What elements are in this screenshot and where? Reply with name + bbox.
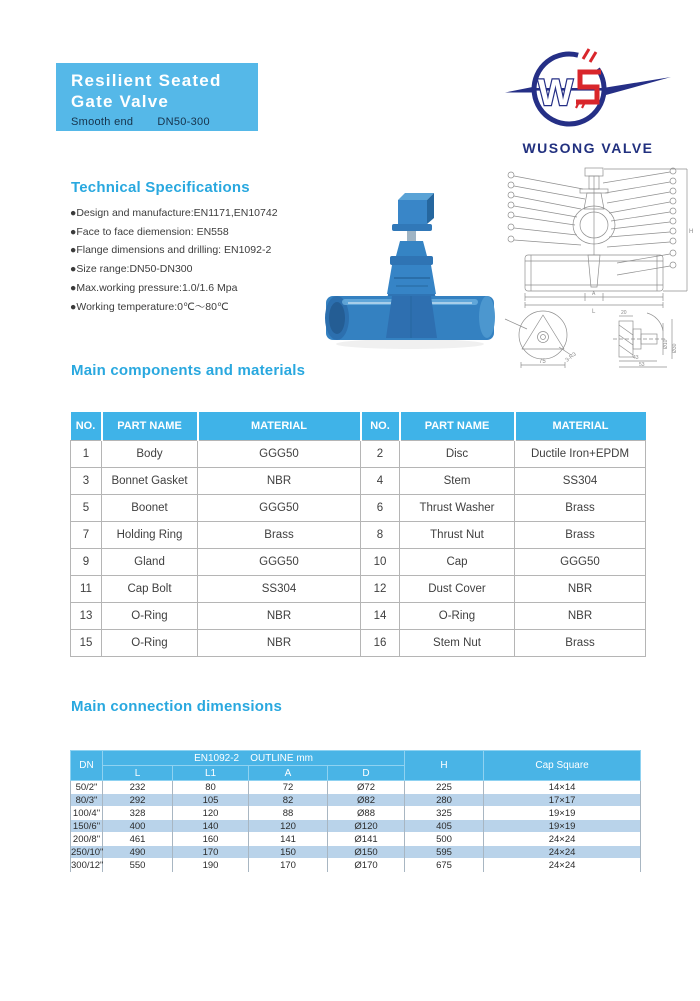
dim-label-h: H — [689, 229, 694, 235]
cap-top-view — [505, 311, 578, 368]
table-cell: 88 — [249, 807, 328, 820]
col-material-right: MATERIAL — [515, 412, 646, 440]
table-cell: 12 — [361, 575, 400, 602]
table-cell: 9 — [71, 548, 102, 575]
table-cell: O-Ring — [102, 629, 198, 656]
dim-label-a: A — [592, 291, 596, 297]
table-cell: 19×19 — [484, 820, 641, 833]
col-partname-right: PART NAME — [400, 412, 515, 440]
valve-photo — [318, 186, 502, 354]
table-cell: 232 — [103, 781, 173, 794]
spec-item: ●Size range:DN50-DN300 — [70, 263, 193, 276]
table-cell: Brass — [515, 494, 646, 521]
company-logo — [502, 46, 674, 156]
table-cell: 1 — [71, 440, 102, 467]
size-range-label: DN50-300 — [157, 116, 210, 128]
table-cell: Thrust Washer — [400, 494, 515, 521]
table-cell: 490 — [103, 846, 173, 859]
col-l: L — [103, 766, 173, 781]
table-cell: NBR — [515, 602, 646, 629]
table-cell: 14 — [361, 602, 400, 629]
dimensions-heading: Main connection dimensions — [71, 698, 283, 715]
table-cell: Gland — [102, 548, 198, 575]
table-cell: 300/12" — [71, 859, 104, 871]
table-cell: Dust Cover — [400, 575, 515, 602]
table-cell: 19×19 — [484, 807, 641, 820]
table-cell: 405 — [405, 820, 484, 833]
table-cell: 80 — [173, 781, 249, 794]
table-cell: Ø141 — [328, 833, 405, 846]
table-cell: Cap — [400, 548, 515, 575]
col-h: H — [405, 751, 484, 781]
dim-label-dia30: Ø30 — [672, 343, 678, 353]
table-cell: 250/10" — [71, 846, 104, 858]
product-title-line1: Resilient Seated — [71, 71, 222, 90]
table-cell: Brass — [515, 629, 646, 656]
table-cell: Holding Ring — [102, 521, 198, 548]
dimensions-table — [70, 750, 641, 872]
technical-drawing — [497, 163, 697, 369]
table-cell: 292 — [103, 794, 173, 807]
dim-label-20: 20 — [621, 310, 627, 316]
table-row — [71, 521, 646, 548]
dim-label-dia10: Ø10 — [663, 339, 669, 349]
table-row — [71, 833, 641, 846]
col-partname-left: PART NAME — [102, 412, 198, 440]
col-l1: L1 — [173, 766, 249, 781]
table-cell: 500 — [405, 833, 484, 846]
table-row — [71, 467, 646, 494]
table-cell: 4 — [361, 467, 400, 494]
table-cell: Stem Nut — [400, 629, 515, 656]
table-cell: 13 — [71, 602, 102, 629]
title-block — [56, 63, 258, 131]
table-cell: 170 — [249, 859, 328, 872]
table-row — [71, 602, 646, 629]
table-cell: Disc — [400, 440, 515, 467]
table-cell: Bonnet Gasket — [102, 467, 198, 494]
dimensions-header-row1 — [71, 751, 641, 766]
table-row — [71, 807, 641, 820]
table-cell: 400 — [103, 820, 173, 833]
col-dn: DN — [71, 751, 103, 781]
table-cell: 16 — [361, 629, 400, 656]
table-cell: Thrust Nut — [400, 521, 515, 548]
spec-item: ●Design and manufacture:EN1171,EN10742 — [70, 207, 278, 219]
table-cell: 8 — [361, 521, 400, 548]
table-cell: GGG50 — [198, 440, 361, 467]
table-cell: SS304 — [515, 467, 646, 494]
components-table — [70, 412, 646, 657]
table-row — [71, 846, 641, 859]
tech-specs-list — [70, 204, 335, 316]
table-row — [71, 548, 646, 575]
table-cell: 10 — [361, 548, 400, 575]
table-cell: 280 — [405, 794, 484, 807]
table-row — [71, 781, 641, 794]
table-cell: Stem — [400, 467, 515, 494]
table-cell: O-Ring — [400, 602, 515, 629]
callout-circles-right — [603, 168, 676, 275]
table-cell: 595 — [405, 846, 484, 859]
dim-label-53: 53 — [639, 362, 645, 368]
table-cell: 6 — [361, 494, 400, 521]
table-cell: 150/6" — [71, 820, 103, 833]
table-cell: GGG50 — [198, 494, 361, 521]
spec-item: ●Max.working pressure:1.0/1.6 Mpa — [70, 281, 238, 294]
table-cell: 550 — [103, 859, 173, 872]
col-material-left: MATERIAL — [198, 412, 361, 440]
table-cell: 80/3" — [71, 794, 103, 807]
table-cell: Ø170 — [328, 859, 405, 872]
table-cell: O-Ring — [102, 602, 198, 629]
table-cell: 24×24 — [484, 833, 641, 846]
table-cell: 24×24 — [484, 859, 641, 872]
table-row — [71, 859, 641, 872]
table-cell: 328 — [103, 807, 173, 820]
product-title-line2: Gate Valve — [71, 92, 170, 111]
table-cell: SS304 — [198, 575, 361, 602]
spec-item: ●Flange dimensions and drilling: EN1092-2 — [70, 244, 272, 257]
table-cell: 14×14 — [484, 781, 641, 794]
table-cell: 675 — [405, 859, 484, 872]
dim-label-75: 75 — [539, 359, 546, 365]
col-no-left: NO. — [71, 412, 102, 440]
spec-item: ●Working temperature:0℃～80℃ — [70, 300, 229, 313]
table-cell: NBR — [198, 602, 361, 629]
table-cell: 461 — [103, 833, 173, 846]
table-cell: NBR — [198, 467, 361, 494]
company-name: WUSONG VALVE — [522, 140, 654, 156]
table-cell: 120 — [249, 820, 328, 833]
table-cell: 141 — [249, 833, 328, 846]
table-cell: 24×24 — [484, 846, 641, 859]
components-heading: Main components and materials — [71, 362, 306, 379]
table-cell: 170 — [173, 846, 249, 859]
table-cell: 160 — [173, 833, 249, 846]
table-cell: 105 — [173, 794, 249, 807]
table-cell: Body — [102, 440, 198, 467]
col-d: D — [328, 766, 405, 781]
product-subtitle — [71, 116, 258, 128]
table-cell: GGG50 — [198, 548, 361, 575]
dim-label-l: L — [592, 309, 596, 315]
table-cell: 3 — [71, 467, 102, 494]
table-cell: 325 — [405, 807, 484, 820]
table-cell: Cap Bolt — [102, 575, 198, 602]
dim-label-3r3: 3-R3 — [564, 351, 578, 364]
col-group-outline: EN1092-2 OUTLINE mm — [103, 751, 405, 766]
table-cell: 82 — [249, 794, 328, 807]
table-row — [71, 575, 646, 602]
table-row — [71, 629, 646, 656]
tech-specs-heading: Technical Specifications — [71, 179, 250, 196]
table-cell: 2 — [361, 440, 400, 467]
table-cell: 225 — [405, 781, 484, 794]
logo-mark-icon — [503, 46, 673, 132]
end-type-label: Smooth end — [71, 116, 134, 128]
table-cell: Ø72 — [328, 781, 405, 794]
table-cell: Ø88 — [328, 807, 405, 820]
table-row — [71, 494, 646, 521]
table-cell: 72 — [249, 781, 328, 794]
table-cell: Boonet — [102, 494, 198, 521]
table-cell: 11 — [71, 575, 102, 602]
components-header-row — [71, 412, 646, 440]
table-cell: Ø82 — [328, 794, 405, 807]
table-cell: Brass — [198, 521, 361, 548]
dim-label-43: 43 — [633, 355, 639, 361]
table-cell: Ductile Iron+EPDM — [515, 440, 646, 467]
table-cell: NBR — [515, 575, 646, 602]
table-cell: 190 — [173, 859, 249, 872]
table-row — [71, 820, 641, 833]
table-row — [71, 794, 641, 807]
table-cell: 100/4" — [71, 807, 103, 820]
table-cell: Brass — [515, 521, 646, 548]
col-cap-square: Cap Square — [484, 751, 641, 781]
table-cell: 5 — [71, 494, 102, 521]
table-cell: GGG50 — [515, 548, 646, 575]
cap-side-view — [613, 310, 678, 368]
table-cell: Ø150 — [328, 846, 405, 859]
col-no-right: NO. — [361, 412, 400, 440]
table-row — [71, 440, 646, 467]
col-a: A — [249, 766, 328, 781]
table-cell: 17×17 — [484, 794, 641, 807]
table-cell: Ø120 — [328, 820, 405, 833]
table-cell: 120 — [173, 807, 249, 820]
logo-letter-w: W — [538, 72, 573, 113]
table-cell: 200/8" — [71, 833, 103, 846]
spec-item: ●Face to face diemension: EN558 — [70, 225, 229, 238]
table-cell: 140 — [173, 820, 249, 833]
callout-circles-left — [508, 172, 585, 245]
table-cell: 50/2" — [71, 781, 103, 794]
table-cell: 7 — [71, 521, 102, 548]
table-cell: NBR — [198, 629, 361, 656]
table-cell: 150 — [249, 846, 328, 859]
table-cell: 15 — [71, 629, 102, 656]
